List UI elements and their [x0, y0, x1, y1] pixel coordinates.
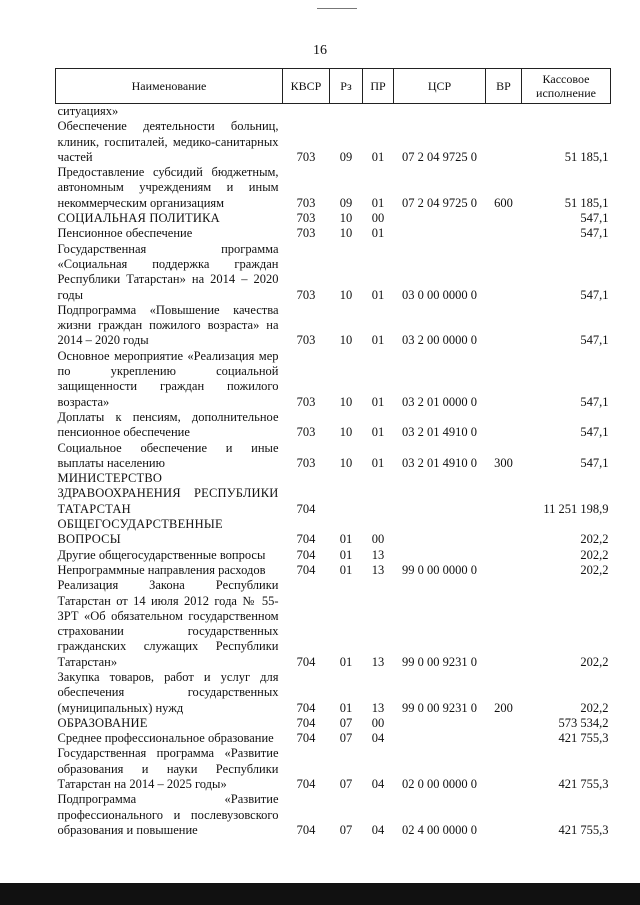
- row-csr: [394, 226, 486, 241]
- row-amount: 547,1: [580, 455, 609, 470]
- row-rz: 07: [339, 731, 353, 746]
- row-amount: 51 185,1: [564, 195, 609, 210]
- row-vr: [486, 349, 522, 410]
- row-vr: [486, 226, 522, 241]
- header-rz: Рз: [330, 69, 363, 104]
- row-vr: [486, 792, 522, 838]
- row-vr: 600: [494, 195, 513, 210]
- row-amount: 421 755,3: [558, 731, 609, 746]
- row-rz: 07: [339, 777, 353, 792]
- scan-bottom-border: [0, 883, 640, 905]
- row-kvsr: 704: [296, 700, 316, 715]
- row-name: Социальное обеспечение и иные выплаты населению: [57, 440, 279, 470]
- row-pr: [363, 104, 394, 120]
- row-pr: 01: [371, 195, 385, 210]
- table-row: [56, 548, 611, 563]
- row-amount: 421 755,3: [558, 777, 609, 792]
- row-kvsr: 704: [296, 532, 316, 547]
- row-csr: 03 0 00 0000 0: [402, 287, 477, 302]
- row-pr: 13: [371, 562, 385, 577]
- row-amount: [522, 104, 611, 120]
- row-csr: [394, 211, 486, 226]
- row-kvsr: 704: [296, 501, 316, 516]
- row-amount: 202,2: [580, 562, 609, 577]
- row-amount: 547,1: [580, 287, 609, 302]
- row-name: ОБЩЕГОСУДАРСТВЕННЫЕ ВОПРОСЫ: [57, 517, 223, 547]
- row-rz: 01: [339, 547, 353, 562]
- header-name: Наименование: [56, 69, 283, 104]
- table-row: [56, 303, 611, 349]
- row-amount: 202,2: [580, 654, 609, 669]
- row-csr: 99 0 00 0000 0: [402, 562, 477, 577]
- table-row: [56, 517, 611, 548]
- row-rz: 10: [339, 455, 353, 470]
- row-rz: 10: [339, 394, 353, 409]
- row-pr: 04: [371, 777, 385, 792]
- table-header-row: [56, 69, 611, 104]
- row-vr: [486, 471, 522, 517]
- row-pr: 13: [371, 700, 385, 715]
- row-rz: 01: [339, 532, 353, 547]
- row-pr: 01: [371, 394, 385, 409]
- row-csr: [394, 104, 486, 120]
- row-csr: [394, 517, 486, 548]
- budget-table-container: [55, 68, 610, 838]
- row-rz: 09: [339, 149, 353, 164]
- row-csr: 03 2 01 4910 0: [402, 425, 477, 440]
- row-pr: 00: [371, 211, 385, 226]
- row-rz: [330, 471, 363, 517]
- row-vr: [486, 716, 522, 731]
- row-amount: 51 185,1: [564, 149, 609, 164]
- row-pr: 00: [371, 532, 385, 547]
- row-pr: 13: [371, 654, 385, 669]
- row-name: Подпрограмма «Развитие профессионального и послевузовского образования и повышение: [57, 792, 279, 837]
- row-amount: 202,2: [580, 700, 609, 715]
- row-pr: 01: [371, 287, 385, 302]
- header-kvsr: КВСР: [283, 69, 330, 104]
- row-amount: 202,2: [580, 532, 609, 547]
- row-csr: 03 2 00 0000 0: [402, 333, 477, 348]
- row-kvsr: 703: [296, 455, 316, 470]
- row-pr: 04: [371, 822, 385, 837]
- table-row: [56, 792, 611, 838]
- row-vr: [486, 563, 522, 578]
- row-name: СОЦИАЛЬНАЯ ПОЛИТИКА: [57, 211, 220, 226]
- row-rz: 10: [339, 425, 353, 440]
- row-csr: 03 2 01 0000 0: [402, 394, 477, 409]
- row-pr: [363, 471, 394, 517]
- row-rz: [330, 104, 363, 120]
- row-rz: 07: [339, 822, 353, 837]
- row-rz: 09: [339, 195, 353, 210]
- row-name: Пенсионное обеспечение: [57, 226, 193, 241]
- row-csr: 03 2 01 4910 0: [402, 455, 477, 470]
- row-pr: 01: [371, 149, 385, 164]
- row-name: Закупка товаров, работ и услуг для обеспечения государственных (муниципальных) нужд: [57, 669, 279, 715]
- row-name: Предоставление субсидий бюджетным, автономным учреждениям и иным некоммерческим организациям: [57, 165, 279, 210]
- row-name: Государственная программа «Социальная поддержка граждан Республики Татарстан» на 2014 – 2020 годы: [57, 241, 279, 302]
- table-row: [56, 716, 611, 731]
- row-csr: 02 4 00 0000 0: [402, 822, 477, 837]
- row-vr: 300: [494, 455, 513, 470]
- row-kvsr: 703: [296, 333, 316, 348]
- row-csr: [394, 548, 486, 563]
- row-vr: [486, 410, 522, 441]
- row-name: ОБРАЗОВАНИЕ: [57, 715, 148, 730]
- row-amount: 11 251 198,9: [543, 501, 609, 516]
- row-name: Обеспечение деятельности больниц, клиник, госпиталей, медико-санитарных частей: [57, 119, 279, 164]
- table-row: [56, 471, 611, 517]
- row-kvsr: 704: [296, 654, 316, 669]
- row-csr: [394, 716, 486, 731]
- row-kvsr: 704: [296, 731, 316, 746]
- row-kvsr: 703: [296, 425, 316, 440]
- header-csr: ЦСР: [394, 69, 486, 104]
- row-csr: 99 0 00 9231 0: [402, 654, 477, 669]
- row-pr: 04: [371, 731, 385, 746]
- row-vr: [486, 303, 522, 349]
- table-row: [56, 119, 611, 165]
- row-pr: 01: [371, 333, 385, 348]
- row-kvsr: 703: [296, 195, 316, 210]
- header-vr: ВР: [486, 69, 522, 104]
- scan-mark: [317, 8, 357, 9]
- row-amount: 547,1: [580, 394, 609, 409]
- row-name: Подпрограмма «Повышение качества жизни граждан пожилого возраста» на 2014 – 2020 годы: [57, 302, 279, 348]
- row-kvsr: 703: [296, 211, 316, 226]
- row-pr: 01: [371, 455, 385, 470]
- row-amount: 421 755,3: [558, 822, 609, 837]
- table-row: [56, 211, 611, 226]
- row-name: Доплаты к пенсиям, дополнительное пенсионное обеспечение: [57, 409, 279, 440]
- row-name: Государственная программа «Развитие образования и науки Республики Татарстан на 2014 – 2025 годы»: [57, 746, 279, 792]
- row-kvsr: 703: [296, 287, 316, 302]
- table-row: [56, 165, 611, 211]
- table-row: [56, 670, 611, 716]
- row-kvsr: 703: [296, 394, 316, 409]
- header-amount: Кассовое исполнение: [522, 69, 611, 104]
- row-amount: 202,2: [580, 547, 609, 562]
- row-kvsr: 704: [296, 822, 316, 837]
- table-row: [56, 226, 611, 241]
- row-rz: 10: [339, 226, 353, 241]
- row-name: Непрограммные направления расходов: [57, 562, 266, 577]
- row-amount: 573 534,2: [558, 715, 609, 730]
- row-csr: 07 2 04 9725 0: [402, 149, 477, 164]
- row-vr: 200: [494, 700, 513, 715]
- row-rz: 10: [339, 333, 353, 348]
- row-pr: 00: [371, 715, 385, 730]
- row-kvsr: 704: [296, 562, 316, 577]
- row-vr: [486, 242, 522, 303]
- row-amount: 547,1: [580, 333, 609, 348]
- row-pr: 01: [371, 226, 385, 241]
- row-vr: [486, 517, 522, 548]
- table-body: [56, 104, 611, 839]
- row-kvsr: [283, 104, 330, 120]
- row-rz: 10: [339, 287, 353, 302]
- row-csr: [394, 471, 486, 517]
- table-row: [56, 563, 611, 578]
- row-kvsr: 703: [296, 149, 316, 164]
- row-vr: [486, 731, 522, 746]
- row-vr: [486, 211, 522, 226]
- row-vr: [486, 548, 522, 563]
- header-pr: ПР: [363, 69, 394, 104]
- row-amount: 547,1: [580, 211, 609, 226]
- row-kvsr: 703: [296, 226, 316, 241]
- row-name: Основное мероприятие «Реализация мер по укреплению социальной защищенности граждан пожилого возраста»: [57, 348, 279, 409]
- row-name: Реализация Закона Республики Татарстан от 14 июля 2012 года № 55-ЗРТ «Об обязательном государственном страховании государственных гражданских служащих Республики Татарстан»: [57, 578, 279, 669]
- row-vr: [486, 119, 522, 165]
- table-row: [56, 104, 611, 120]
- row-vr: [486, 746, 522, 792]
- row-rz: 01: [339, 562, 353, 577]
- table-row: [56, 349, 611, 410]
- row-pr: 01: [371, 425, 385, 440]
- page-number: 16: [313, 43, 327, 58]
- row-amount: 547,1: [580, 425, 609, 440]
- row-rz: 01: [339, 654, 353, 669]
- row-csr: [394, 731, 486, 746]
- table-row: [56, 746, 611, 792]
- table-row: [56, 578, 611, 670]
- table-row: [56, 731, 611, 746]
- row-rz: 01: [339, 700, 353, 715]
- row-kvsr: 704: [296, 715, 316, 730]
- row-kvsr: 704: [296, 777, 316, 792]
- row-amount: 547,1: [580, 226, 609, 241]
- row-rz: 07: [339, 715, 353, 730]
- row-csr: 02 0 00 0000 0: [402, 777, 477, 792]
- row-vr: [486, 578, 522, 670]
- row-vr: [486, 104, 522, 120]
- row-rz: 10: [339, 211, 353, 226]
- row-pr: 13: [371, 547, 385, 562]
- row-csr: 07 2 04 9725 0: [402, 195, 477, 210]
- row-name: МИНИСТЕРСТВО ЗДРАВООХРАНЕНИЯ РЕСПУБЛИКИ ТАТАРСТАН: [57, 471, 279, 516]
- table-row: [56, 242, 611, 303]
- row-name: Другие общегосударственные вопросы: [57, 547, 266, 562]
- row-name: ситуациях»: [57, 104, 119, 118]
- row-kvsr: 704: [296, 547, 316, 562]
- budget-table: [55, 68, 611, 838]
- table-row: [56, 410, 611, 441]
- row-name: Среднее профессиональное образование: [57, 731, 274, 746]
- table-row: [56, 441, 611, 472]
- row-csr: 99 0 00 9231 0: [402, 700, 477, 715]
